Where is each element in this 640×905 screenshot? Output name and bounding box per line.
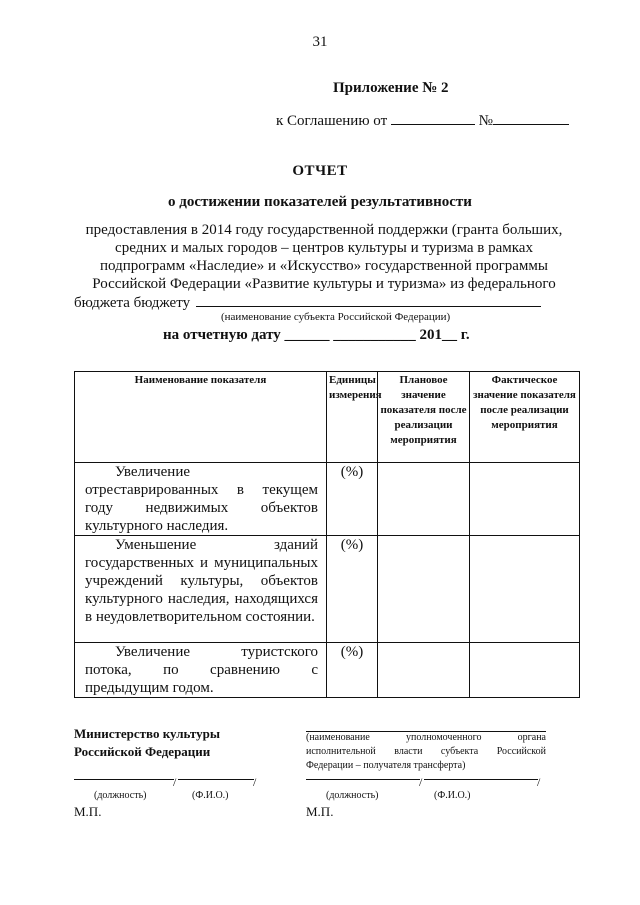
- header-actual: Фактическое значение показателя после реализации мероприятия: [470, 372, 580, 463]
- budget-label: бюджета бюджету: [74, 295, 191, 311]
- header-name: Наименование показателя: [75, 372, 327, 463]
- ministry-position-signature-line: [74, 779, 174, 780]
- agreement-prefix: к Соглашению от: [276, 113, 388, 129]
- report-purpose-paragraph: [74, 221, 574, 312]
- paragraph-line: средних и малых городов – центров культуры и туризма в рамках: [115, 240, 533, 256]
- paragraph-line-budget: [74, 293, 574, 312]
- report-subtitle: о достижении показателей результативности: [168, 194, 472, 210]
- agreement-number-sign: №: [478, 113, 493, 129]
- indicator-planned: [378, 643, 470, 698]
- page-number: 31: [312, 34, 328, 50]
- indicator-planned: [378, 463, 470, 536]
- authority-position-label: (должность): [326, 790, 379, 801]
- indicator-actual: [470, 643, 580, 698]
- agreement-line: [276, 110, 569, 130]
- report-date: на отчетную дату ______ ___________ 201__ г.: [163, 327, 470, 343]
- signature-slash: /: [253, 775, 257, 789]
- paragraph-line: Российской Федерации «Развитие культуры и туризма» из федерального: [92, 276, 556, 292]
- report-title: ОТЧЕТ: [292, 163, 348, 179]
- paragraph-line: подпрограмм «Наследие» и «Искусство» государственной программы: [100, 258, 548, 274]
- signature-slash: /: [419, 775, 423, 789]
- agreement-number-blank: [493, 110, 569, 125]
- ministry-line: Министерство культуры: [74, 726, 220, 741]
- ministry-name: [74, 725, 220, 761]
- table-row: [75, 643, 580, 698]
- appendix-heading: Приложение № 2: [333, 80, 449, 96]
- ministry-fio-signature-line: [178, 779, 254, 780]
- indicator-unit: (%): [327, 463, 378, 536]
- indicator-name: Уменьшение зданий государственных и муниципальных учреждений культуры, объектов культурного наследия, находящихся в неудовлетворительном состоянии.: [75, 536, 327, 643]
- ministry-stamp-place: М.П.: [74, 804, 102, 819]
- authority-stamp-place: М.П.: [306, 804, 334, 819]
- indicator-name: Увеличение отреставрированных в текущем году недвижимых объектов культурного наследия.: [75, 463, 327, 536]
- paragraph-line: предоставления в 2014 году государственной поддержки (гранта больших,: [85, 222, 563, 238]
- signature-slash: /: [173, 775, 177, 789]
- indicator-unit: (%): [327, 643, 378, 698]
- indicator-actual: [470, 536, 580, 643]
- indicator-name: Увеличение туристского потока, по сравнению с предыдущим годом.: [75, 643, 327, 698]
- table-row: [75, 536, 580, 643]
- indicator-unit: (%): [327, 536, 378, 643]
- subject-caption: (наименование субъекта Российской Федерации): [221, 311, 451, 323]
- ministry-fio-label: (Ф.И.О.): [192, 790, 229, 801]
- authority-fio-label: (Ф.И.О.): [434, 790, 471, 801]
- indicator-actual: [470, 463, 580, 536]
- indicator-planned: [378, 536, 470, 643]
- authority-fio-signature-line: [424, 779, 538, 780]
- agreement-date-blank: [391, 110, 475, 125]
- table-row: [75, 463, 580, 536]
- ministry-position-label: (должность): [94, 790, 147, 801]
- ministry-line: Российской Федерации: [74, 744, 211, 759]
- authority-caption: (наименование уполномоченного органа исполнительной власти субъекта Российской Федерации – получателя трансферта): [306, 732, 546, 771]
- signature-slash: /: [537, 775, 541, 789]
- header-planned: Плановое значение показателя после реализации мероприятия: [378, 372, 470, 463]
- authority-position-signature-line: [306, 779, 420, 780]
- indicators-table: [74, 371, 580, 698]
- header-unit: Единицы измерения: [327, 372, 378, 463]
- subject-name-blank: [196, 293, 541, 307]
